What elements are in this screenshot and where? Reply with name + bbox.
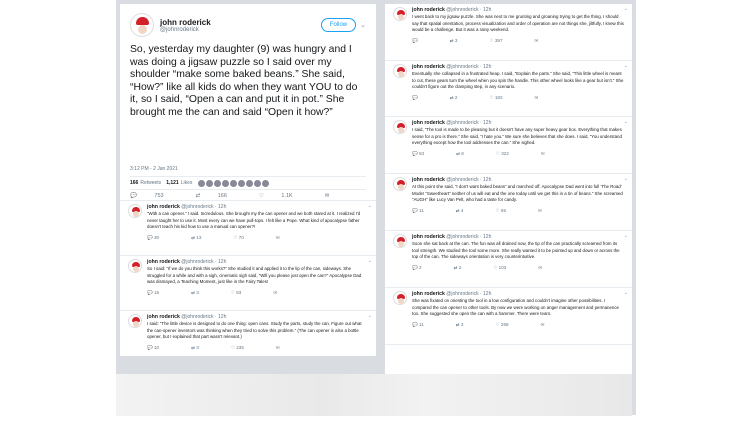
retweet-button[interactable]: ⇄ 8 (456, 150, 464, 156)
retweet-count: 166 (217, 193, 227, 199)
tweet-actions (147, 233, 368, 242)
retweet-button[interactable]: ⇄ 13 (191, 234, 202, 240)
like-button[interactable]: ♡ 322 (495, 150, 509, 156)
reply-button[interactable]: 💬 2 (412, 264, 422, 270)
author-handle[interactable]: @johnroderick · 12h (446, 291, 492, 297)
avatar[interactable] (128, 314, 142, 328)
tweet-text: “With a can opener.” I said. Incredulous. She brought my the can opener and we both stared at it. I realized I'd never taught her to use it. Most every can we have pull-tops. I felt like a Pope. What kind of apocalypse father doesn't teach his kid how to use a manual can opener?! (147, 211, 361, 230)
author-name[interactable]: john roderick (412, 64, 445, 70)
tweet-actions (412, 36, 624, 45)
author-name[interactable]: john roderick (412, 120, 445, 126)
tweet-actions (412, 93, 624, 102)
retweet-button[interactable]: ⇄ 3 (191, 289, 199, 295)
chevron-down-icon[interactable]: ⌄ (367, 313, 372, 319)
retweets-count[interactable]: 166 (130, 180, 139, 186)
like-button[interactable]: ♡ 70 (233, 234, 244, 240)
tweet-actions (412, 149, 624, 158)
author-name[interactable]: john roderick (160, 17, 211, 27)
author-handle[interactable]: @johnroderick · 12h (446, 64, 492, 70)
tweet-text: So I said: “If we do you think this works?” She studied it and applied it to the lip of the can, sideways. She struggled for a while and with a sigh, cinematic sigh said, “Will you please just open the can?” Apocalypse Dad was dismayed, a Teaching Moment, just like in the Fairy Tales! (147, 266, 362, 285)
author-handle[interactable]: @johnroderick · 12h (446, 120, 492, 126)
avatar[interactable] (393, 234, 407, 248)
tweet-actions (412, 206, 624, 215)
author-handle[interactable]: @johnroderick · 12h (446, 234, 492, 240)
tweet-text: I went back to my jigsaw puzzle. She was next to me grunting and groaning trying to get the thing. I should say that spatial orientation, process visualization and order of operation are not things she, jiltfully, I knew this would be a challenge. But it was a rainy weekend. (412, 14, 624, 33)
author-handle[interactable]: @johnroderick · 12h (181, 314, 227, 320)
reply-tweet[interactable] (120, 201, 376, 256)
tweet-actions (147, 288, 368, 297)
tweet-text: Eventually she collapsed in a frustrated heap. I said, “Explain the parts.” She said, “This little wheel is meant to cut, these gears turn the wheel when you spin the handle. This other wheel looks like a gear but isn't.” She couldn't figure out the clamping step, in any scenario. (412, 71, 624, 90)
retweet-button[interactable]: ⇄ 3 (191, 344, 199, 350)
tweet-thread-left (120, 4, 376, 356)
author-name[interactable]: john roderick (412, 234, 445, 240)
dm-icon[interactable]: ✉ (275, 344, 280, 350)
chevron-down-icon[interactable]: ⌄ (360, 22, 366, 29)
avatar[interactable] (130, 13, 154, 37)
dm-icon[interactable]: ✉ (538, 207, 542, 213)
retweets-label: Retweets (140, 180, 162, 186)
author-name[interactable]: john roderick (412, 7, 445, 13)
author-handle[interactable]: @johnroderick · 12h (446, 177, 492, 183)
reply-tweet[interactable] (385, 231, 632, 288)
author-handle[interactable]: @johnroderick (160, 26, 199, 33)
chevron-down-icon[interactable]: ⌄ (623, 119, 628, 125)
chevron-down-icon[interactable]: ⌄ (623, 6, 628, 12)
reply-button[interactable]: 💬 11 (412, 321, 424, 327)
dm-icon[interactable]: ✉ (273, 289, 278, 295)
like-button[interactable]: ♡ 182 (489, 94, 503, 100)
chevron-down-icon[interactable]: ⌄ (623, 233, 628, 239)
retweet-button[interactable] (196, 193, 243, 199)
reply-count: 753 (154, 193, 164, 199)
reply-button[interactable] (130, 193, 180, 199)
tweet-thread-right (385, 4, 632, 414)
dm-icon[interactable]: ✉ (538, 264, 543, 270)
like-button[interactable]: ♡ 268 (495, 321, 509, 327)
like-button[interactable]: ♡ 103 (493, 264, 507, 270)
reply-tweet[interactable] (385, 288, 632, 345)
tweet-text: So, yesterday my daughter (9) was hungry and I was doing a jigsaw puzzle so I said over my shoulder “make some baked beans.” She said, “How?” like all kids do when they want YOU to do it, so I said, “Open a can and put it in pot.” She brought me the can and said “Open it how?” (130, 44, 358, 118)
author-handle[interactable]: @johnroderick · 12h (446, 7, 492, 13)
author-name[interactable]: john roderick (147, 204, 180, 210)
retweet-button[interactable]: ⇄ 3 (455, 321, 464, 327)
chevron-down-icon[interactable]: ⌄ (367, 203, 372, 209)
reply-button[interactable]: 💬 (412, 37, 418, 43)
tweet-timestamp[interactable]: 3:12 PM - 2 Jan 2021 (130, 166, 366, 177)
reply-button[interactable]: 💬 11 (412, 207, 424, 213)
avatar[interactable] (128, 204, 142, 218)
likes-label: Likes (180, 180, 193, 186)
reply-button[interactable]: 💬 53 (412, 150, 425, 156)
avatar[interactable] (393, 7, 407, 21)
like-button[interactable]: ♡ 83 (230, 289, 242, 295)
reply-tweet[interactable] (120, 311, 376, 356)
author-name[interactable]: john roderick (147, 314, 180, 320)
reply-tweet[interactable] (385, 117, 632, 174)
avatar[interactable] (393, 177, 407, 191)
like-icon: ♡ (258, 193, 264, 199)
reply-tweet[interactable] (385, 174, 632, 231)
reply-tweet[interactable] (385, 61, 632, 117)
likes-count[interactable]: 1,121 (166, 180, 179, 186)
like-button[interactable]: ♡ 397 (489, 37, 503, 43)
tweet-stats (130, 177, 366, 190)
retweet-button[interactable]: ⇄ 2 (453, 264, 462, 270)
author-handle[interactable]: @johnroderick · 12h (181, 204, 227, 210)
reply-button[interactable]: 💬 10 (147, 344, 160, 350)
reply-icon: 💬 (130, 193, 137, 199)
tweet-text: At this point she said, “I don't want baked beans” and marched off. Apocalypse Dad went into full ‘The Road’ Mode! “Sweetheart” neither of us will eat and the one today until we get this in a tin of beans.” She screamed “AUGH” like Lucy Van Pelt, who had a taste for candy. (412, 184, 623, 203)
main-tweet (120, 4, 376, 201)
retweet-button[interactable]: ⇄ 4 (455, 207, 464, 213)
tweet-text: I said, “The tool is made to be pleasing but it doesn't have any super heavy gear box. Everything that makes sense for a pro is there.” She said, “I hate you.” We sure she believes that she does. I said, “You understand everything except how the tool addresses the can.” She sighed. (412, 127, 622, 146)
reply-tweet[interactable] (120, 256, 376, 311)
like-button[interactable] (259, 193, 309, 199)
tweet-actions (412, 263, 624, 272)
dm-icon[interactable]: ✉ (534, 94, 539, 100)
tweet-actions (412, 320, 624, 329)
like-count: 1.1K (281, 193, 293, 199)
liker-avatars[interactable] (198, 180, 270, 187)
author-name[interactable]: john roderick (412, 291, 445, 297)
dm-icon: ✉ (324, 193, 330, 199)
like-button[interactable]: ♡ 65 (495, 207, 507, 213)
like-button[interactable]: ♡ 235 (230, 344, 244, 350)
dm-icon[interactable]: ✉ (540, 321, 545, 327)
chevron-down-icon[interactable]: ⌄ (623, 63, 628, 69)
avatar[interactable] (393, 120, 407, 134)
tweet-actions (147, 343, 368, 352)
follow-button[interactable]: Follow (321, 18, 356, 32)
author-name[interactable]: john roderick (147, 259, 180, 265)
retweet-button[interactable]: ⇄ 2 (449, 94, 458, 100)
tweet-header (130, 12, 366, 38)
dm-icon[interactable]: ✉ (275, 234, 280, 240)
avatar[interactable] (393, 291, 407, 305)
blurred-footer (116, 374, 632, 416)
dm-icon[interactable]: ✉ (534, 37, 539, 43)
tweet-text: I said: “The little device is designed to do one thing: open cans. Study the parts, study the can. Figure out what the can-opener inventors was thinking when they tried to solve this problem.” (The can opener is also a bottle opener, but I explained that part wasn't relevant.) (147, 321, 362, 340)
chevron-down-icon[interactable]: ⌄ (623, 290, 628, 296)
tweet-text: She was fixated on orienting the tool in a low configuration and couldn't imagine other possibilities. I compared the can opener to other tools. By now we were working on anger management and permanence too. She suggested she open the can with a hammer. There were tears. (412, 298, 619, 317)
reply-button[interactable]: 💬 15 (147, 289, 160, 295)
avatar[interactable] (393, 64, 407, 78)
retweet-icon: ⇄ (195, 193, 201, 199)
reply-button[interactable]: 💬 30 (147, 234, 160, 240)
chevron-down-icon[interactable]: ⌄ (623, 176, 628, 182)
avatar[interactable] (128, 259, 142, 273)
author-name[interactable]: john roderick (412, 177, 445, 183)
chevron-down-icon[interactable]: ⌄ (367, 258, 372, 264)
reply-button[interactable]: 💬 (412, 94, 418, 100)
dm-icon[interactable]: ✉ (540, 150, 545, 156)
retweet-button[interactable]: ⇄ 3 (449, 37, 458, 43)
tweet-text: Soon she sat back at the can. The fun was all drained now, the tip of the can practically screamed from its tool strength. We studied the tool some more. She really wanted it to be pointed up and down or across the top of the can. The sideways orientation is very counterintuitive. (412, 241, 620, 260)
dm-button[interactable] (325, 193, 346, 199)
author-handle[interactable]: @johnroderick · 12h (181, 259, 227, 265)
reply-tweet[interactable] (385, 4, 632, 61)
